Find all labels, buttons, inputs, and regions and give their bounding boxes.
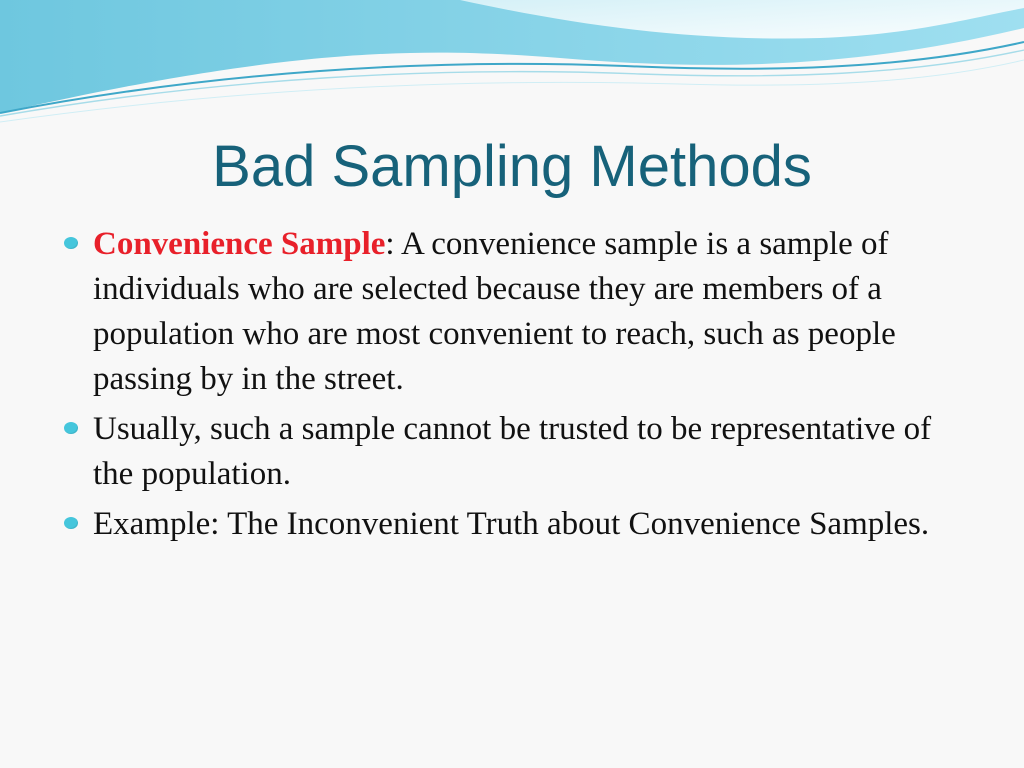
slide-title: Bad Sampling Methods [212,134,812,199]
bullet-icon [64,422,78,434]
bullet-text: Example: The Inconvenient Truth about Convenience Samples. [93,506,930,542]
bullet-convenience-sample [60,222,970,402]
bullet-example [60,502,970,547]
bullet-icon [64,237,78,249]
term-convenience-sample: Convenience Sample [93,226,386,262]
decorative-wave-header [0,0,1024,130]
bullet-list [60,222,970,552]
bullet-icon [64,517,78,529]
bullet-text: Usually, such a sample cannot be trusted to be representative of the population. [93,411,932,492]
definition-text: : A convenience sample is a sample of individuals who are selected because they are members of a population who are most convenient to reach, such as people passing by in the street. [93,226,896,397]
bullet-trust-warning [60,407,970,497]
